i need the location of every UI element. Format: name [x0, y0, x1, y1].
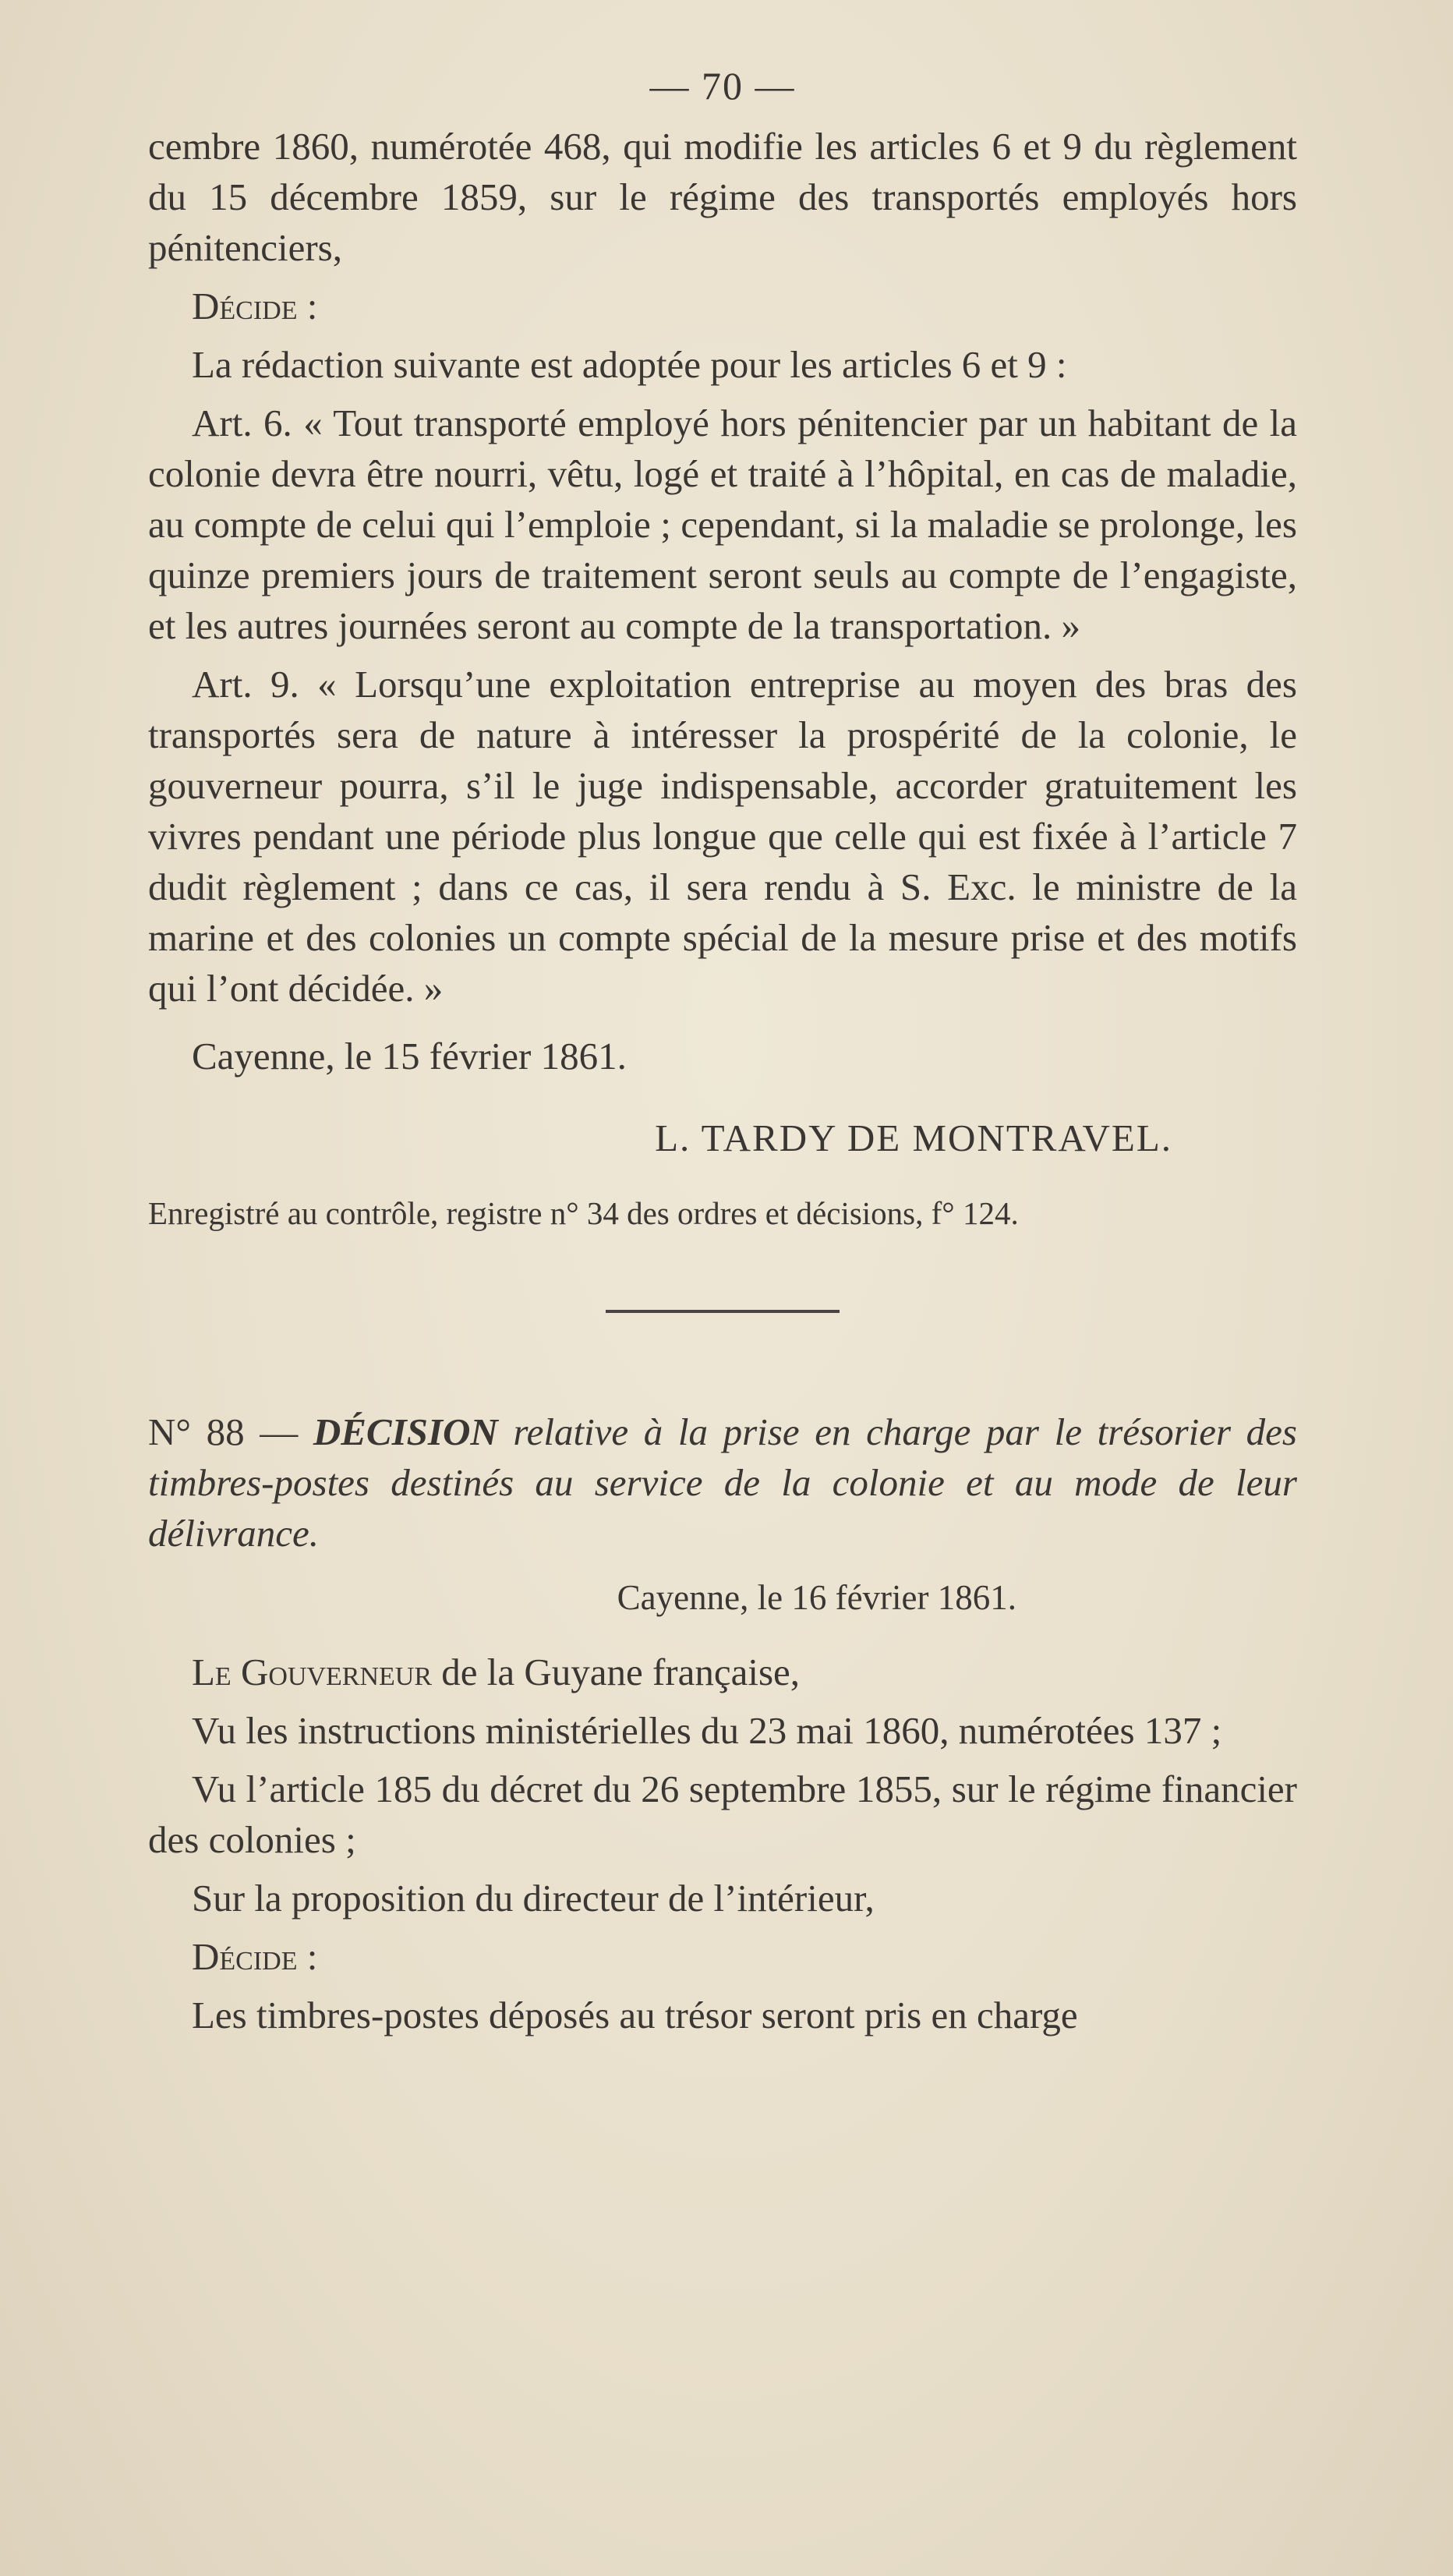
article-9: Art. 9. « Lorsqu’une exploitation entreprise au moyen des bras des transportés sera de nature à intéresser la prospérité de la colonie, le gouverneur pourra, s’il le juge indispensable, accorder gratuitement les vivres pendant une période plus longue que celle qui est fixée à l’article 7 dudit règlement ; dans ce cas, il sera rendu à S. Exc. le ministre de la marine et des colonies un compte spécial de la mesure prise et des motifs qui l’ont décidée. »	[148, 663, 1297, 1010]
section-divider	[606, 1310, 840, 1313]
article-6: Art. 6. « Tout transporté employé hors pénitencier par un habitant de la colonie devra être nourri, vêtu, logé et traité à l’hôpital, en cas de maladie, au compte de celui qui l’emploie ; cependant, si la maladie se prolonge, les quinze premiers jours de traitement seront seuls au compte de l’engagiste, et les autres journées seront au compte de la transportation. »	[148, 402, 1297, 647]
place-date: Cayenne, le 15 février 1861.	[192, 1035, 627, 1077]
governor-rest: de la Guyane française,	[441, 1651, 801, 1693]
decision-place-date: Cayenne, le 16 février 1861.	[617, 1578, 1016, 1617]
decide-label-2: Décide :	[192, 1935, 318, 1978]
decision-title-word: DÉCISION	[313, 1410, 498, 1453]
page-number: — 70 —	[649, 64, 796, 108]
continuation-paragraph: cembre 1860, numérotée 468, qui modifie les articles 6 et 9 du règlement du 15 décembre 1859, sur le régime des transportés employés hors pénitenciers,	[148, 125, 1297, 269]
governor-title: Le Gouverneur	[192, 1651, 432, 1693]
decision-heading	[148, 1407, 1297, 1559]
vu-instructions: Vu les instructions ministérielles du 23 mai 1860, numérotées 137 ;	[192, 1709, 1222, 1752]
last-line: Les timbres-postes déposés au trésor seront pris en charge	[192, 1994, 1078, 2036]
decide-label: Décide :	[192, 285, 318, 327]
sur-proposition: Sur la proposition du directeur de l’intérieur,	[192, 1877, 875, 1920]
governor-line	[148, 1647, 1297, 1697]
vu-article: Vu l’article 185 du décret du 26 septembre 1855, sur le régime financier des colonies ;	[148, 1767, 1297, 1861]
adopted-text: La rédaction suivante est adoptée pour les articles 6 et 9 :	[192, 343, 1067, 386]
registration-note: Enregistré au contrôle, registre n° 34 des ordres et décisions, f° 124.	[148, 1195, 1019, 1231]
decision-title-rest: relative à la prise en charge par le trésorier des timbres-postes destinés au service de la colonie et au mode de leur délivrance.	[148, 1410, 1298, 1555]
decision-number: N° 88 —	[148, 1410, 299, 1453]
signature: L. TARDY DE MONTRAVEL.	[655, 1116, 1172, 1159]
